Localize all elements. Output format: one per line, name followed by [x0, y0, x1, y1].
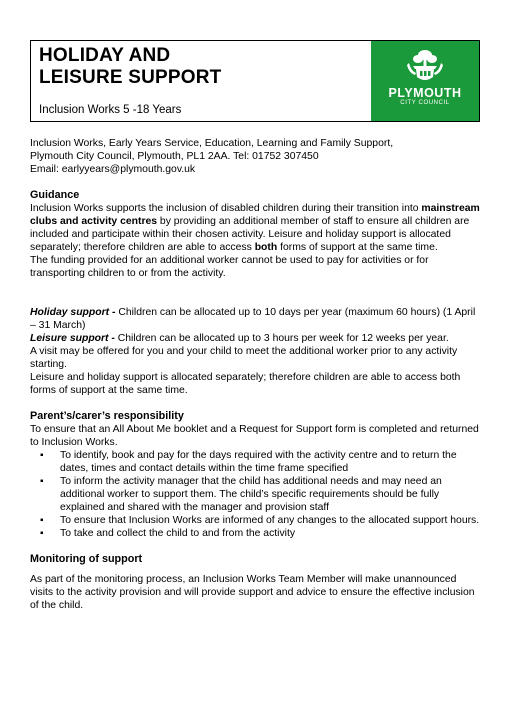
list-item: ▪ To ensure that Inclusion Works are informed of any changes to the allocated support hours.	[60, 514, 480, 527]
responsibility-intro: To ensure that an All About Me booklet and a Request for Support form is completed and returned to Inclusion Works.	[30, 424, 479, 448]
title-line-1: HOLIDAY AND	[39, 45, 171, 66]
text-run: Inclusion Works supports the inclusion of disabled children during their transition into	[30, 203, 422, 214]
bold-run: mainstream clubs and activity centres	[30, 203, 480, 227]
document-title	[39, 45, 221, 89]
monitoring-section	[30, 553, 480, 612]
responsibility-list	[30, 449, 480, 540]
holiday-support-label: Holiday support -	[30, 307, 116, 318]
list-item: ▪ To inform the activity manager that the child has additional needs and may need an additional worker to support them. The child’s specific requirements should be fully explained and shared with the manager and provision staff	[60, 475, 480, 514]
leisure-support-label: Leisure support -	[30, 333, 115, 344]
address-line: Inclusion Works, Early Years Service, Education, Learning and Family Support,	[30, 138, 394, 149]
list-item: ▪ To take and collect the child to and from the activity	[60, 527, 480, 540]
holiday-support-paragraph	[30, 306, 480, 332]
logo-subtitle: CITY COUNCIL	[400, 100, 450, 106]
funding-paragraph: The funding provided for an additional worker cannot be used to pay for activities or for transporting children to or from the activity.	[30, 255, 429, 279]
responsibility-heading: Parent’s/carer’s responsibility	[30, 410, 184, 422]
text-run: Children can be allocated up to 3 hours per week for 12 weeks per year.	[114, 333, 449, 344]
list-item: ▪ To identify, book and pay for the days required with the activity centre and to return the dates, times and contact details within the time frame specified	[60, 449, 480, 475]
guidance-section	[30, 189, 480, 280]
document-body	[30, 137, 480, 612]
title-line-2: LEISURE SUPPORT	[39, 67, 222, 88]
email-line: Email: earlyyears@plymouth.gov.uk	[30, 164, 196, 175]
guidance-paragraph	[30, 202, 480, 254]
responsibility-section	[30, 410, 480, 540]
leisure-support-paragraph	[30, 332, 480, 345]
logo-name: PLYMOUTH	[388, 86, 462, 100]
visit-paragraph: A visit may be offered for you and your child to meet the additional worker prior to any activity starting.	[30, 346, 458, 370]
document-page	[30, 40, 480, 625]
bold-run: both	[254, 242, 278, 253]
guidance-heading: Guidance	[30, 189, 80, 201]
text-run: by providing an additional member of staff to ensure all children are included and participate within their chosen activity. Leisure and holiday support is allocated separately; therefore children are able to access	[30, 216, 470, 253]
header-box	[30, 40, 480, 122]
monitoring-heading: Monitoring of support	[30, 553, 143, 565]
document-subtitle: Inclusion Works 5 -18 Years	[39, 104, 182, 116]
crest-icon	[405, 49, 445, 85]
support-section	[30, 306, 480, 397]
text-run: forms of support at the same time.	[277, 242, 438, 253]
plymouth-logo	[371, 41, 479, 121]
text-run: Children can be allocated up to 10 days per year (maximum 60 hours) (1 April – 31 March)	[30, 307, 476, 331]
address-line: Plymouth City Council, Plymouth, PL1 2AA. Tel: 01752 307450	[30, 151, 319, 162]
monitoring-paragraph: As part of the monitoring process, an Inclusion Works Team Member will make unannounced visits to the activity provision and will provide support and advice to ensure the effective inclusion of the child.	[30, 574, 475, 611]
separate-paragraph: Leisure and holiday support is allocated separately; therefore children are able to access both forms of support at the same time.	[30, 372, 461, 396]
address-block	[30, 137, 480, 176]
